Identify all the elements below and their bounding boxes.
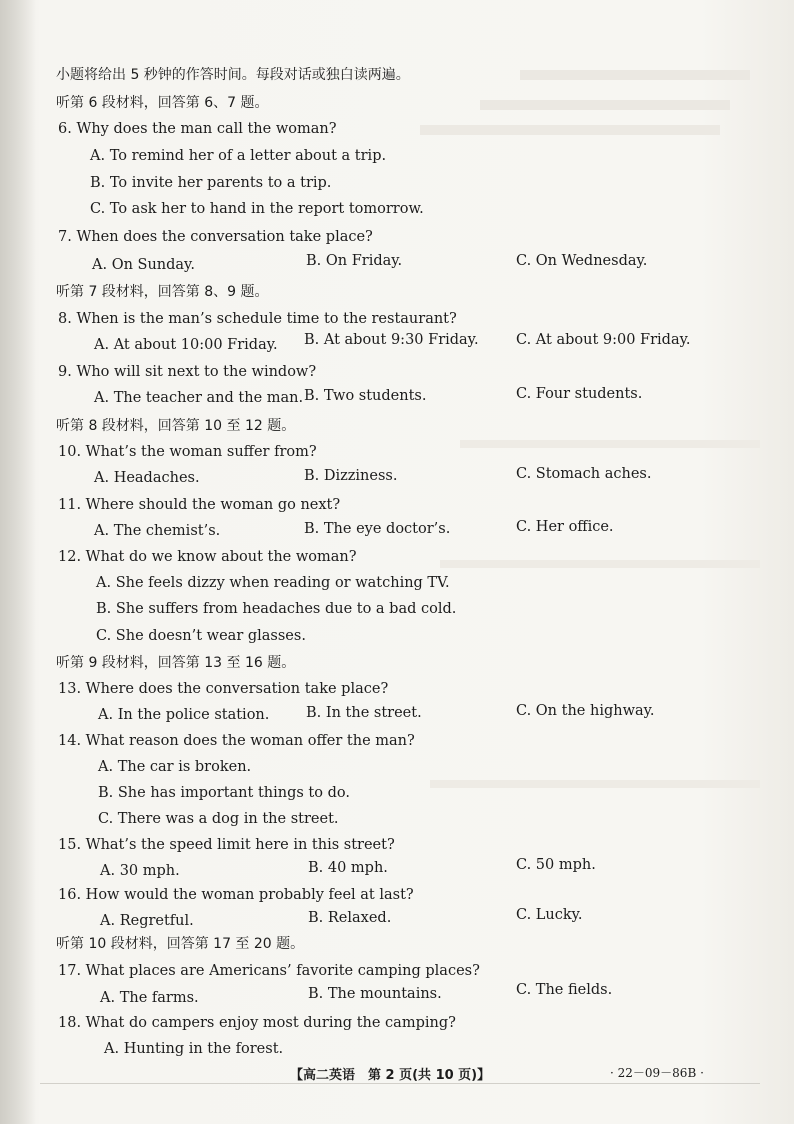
question-stem: 13. Where does the conversation take place? — [58, 681, 389, 697]
option: C. Stomach aches. — [516, 466, 652, 482]
option: B. The mountains. — [308, 986, 442, 1002]
section-heading: 听第 7 段材料，回答第 8、9 题。 — [56, 284, 269, 300]
option: C. To ask her to hand in the report tomorrow. — [90, 201, 424, 217]
option: B. Two students. — [304, 388, 427, 404]
question-stem: 11. Where should the woman go next? — [58, 497, 341, 513]
option: A. Hunting in the forest. — [104, 1041, 284, 1057]
question-stem: 12. What do we know about the woman? — [58, 549, 357, 565]
option: B. In the street. — [306, 705, 422, 721]
option: C. At about 9:00 Friday. — [516, 332, 691, 348]
option: C. She doesn’t wear glasses. — [96, 628, 306, 644]
question-stem: 17. What places are Americans’ favorite camping places? — [58, 963, 480, 979]
option: A. On Sunday. — [92, 257, 195, 273]
option: B. Relaxed. — [308, 910, 392, 926]
option: B. Dizziness. — [304, 468, 398, 484]
option: B. The eye doctor’s. — [304, 521, 451, 537]
option: A. At about 10:00 Friday. — [94, 337, 278, 353]
page-footer-title: 【高二英语 第 2 页(共 10 页)】 — [290, 1068, 491, 1083]
option: A. The teacher and the man. — [94, 390, 304, 406]
option: C. Her office. — [516, 519, 614, 535]
section-heading: 听第 6 段材料，回答第 6、7 题。 — [56, 95, 269, 111]
option: C. There was a dog in the street. — [98, 811, 339, 827]
section-heading: 听第 9 段材料，回答第 13 至 16 题。 — [56, 655, 296, 671]
option: A. She feels dizzy when reading or watching TV. — [96, 575, 450, 591]
option: A. The car is broken. — [98, 759, 252, 775]
option: B. On Friday. — [306, 253, 403, 269]
intro-instructions: 小题将给出 5 秒钟的作答时间。每段对话或独白读两遍。 — [56, 67, 410, 83]
option: C. On the highway. — [516, 703, 655, 719]
option: A. The chemist’s. — [94, 523, 221, 539]
question-stem: 18. What do campers enjoy most during the camping? — [58, 1015, 456, 1031]
option: C. The fields. — [516, 982, 613, 998]
question-stem: 9. Who will sit next to the window? — [58, 364, 317, 380]
option: B. At about 9:30 Friday. — [304, 332, 479, 348]
page-footer-code: · 22－09－86B · — [610, 1066, 704, 1080]
option: A. Regretful. — [100, 913, 194, 929]
question-stem: 8. When is the man’s schedule time to the restaurant? — [58, 311, 457, 327]
option: B. She has important things to do. — [98, 785, 350, 801]
option: C. On Wednesday. — [516, 253, 648, 269]
option: C. 50 mph. — [516, 857, 596, 873]
question-stem: 6. Why does the man call the woman? — [58, 121, 337, 137]
option: B. 40 mph. — [308, 860, 388, 876]
option: C. Lucky. — [516, 907, 583, 923]
question-stem: 16. How would the woman probably feel at last? — [58, 887, 414, 903]
question-stem: 7. When does the conversation take place? — [58, 229, 373, 245]
section-heading: 听第 8 段材料，回答第 10 至 12 题。 — [56, 418, 296, 434]
option: A. To remind her of a letter about a trip. — [90, 148, 387, 164]
section-heading: 听第 10 段材料，回答第 17 至 20 题。 — [56, 936, 305, 952]
option: A. 30 mph. — [100, 863, 180, 879]
option: A. The farms. — [100, 990, 199, 1006]
option: B. To invite her parents to a trip. — [90, 175, 332, 191]
option: A. Headaches. — [94, 470, 200, 486]
option: A. In the police station. — [98, 707, 270, 723]
question-stem: 15. What’s the speed limit here in this street? — [58, 837, 395, 853]
question-stem: 10. What’s the woman suffer from? — [58, 444, 317, 460]
scan-shadow — [0, 0, 36, 1124]
question-stem: 14. What reason does the woman offer the man? — [58, 733, 415, 749]
option: C. Four students. — [516, 386, 643, 402]
option: B. She suffers from headaches due to a bad cold. — [96, 601, 457, 617]
footer-divider — [40, 1083, 760, 1084]
